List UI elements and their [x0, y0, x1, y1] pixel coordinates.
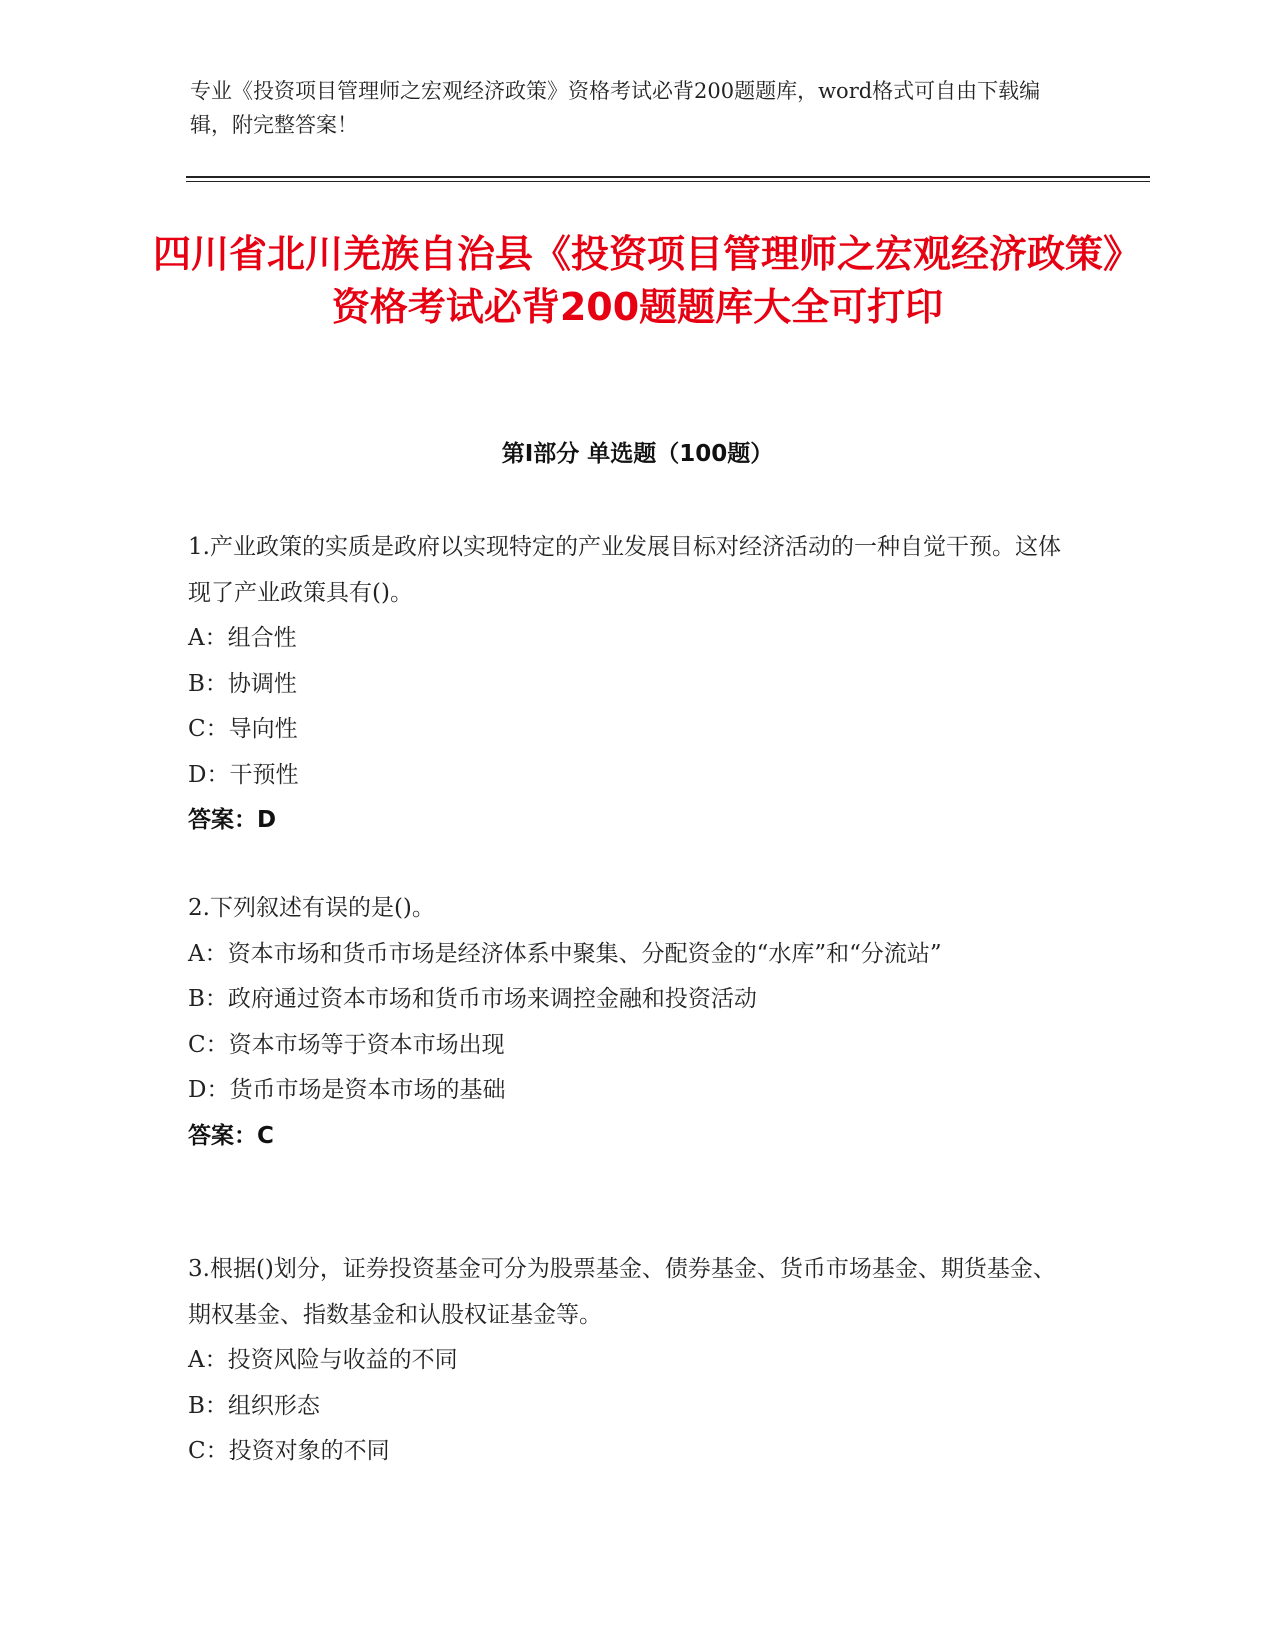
answer: 答案：C	[188, 1122, 274, 1149]
document-title: 四川省北川羌族自治县《投资项目管理师之宏观经济政策》资格考试必背200题题库大全可打印	[152, 232, 1122, 329]
option-b: B：政府通过资本市场和货币市场来调控金融和投资活动	[188, 986, 757, 1012]
option-a: A：组合性	[188, 625, 297, 651]
option-a: A：投资风险与收益的不同	[188, 1347, 458, 1373]
question-text: 2.下列叙述有误的是()。	[188, 895, 435, 921]
option-a: A：资本市场和货币市场是经济体系中聚集、分配资金的“水库”和“分流站”	[188, 940, 942, 967]
question-1	[188, 525, 1068, 844]
question-3	[188, 1247, 1068, 1475]
answer: 答案：D	[188, 807, 277, 833]
header-note: 专业《投资项目管理师之宏观经济政策》资格考试必背200题题库，word格式可自由下载编辑，附完整答案！	[190, 79, 1041, 137]
option-d: D：货币市场是资本市场的基础	[188, 1077, 506, 1103]
question-text: 1.产业政策的实质是政府以实现特定的产业发展目标对经济活动的一种自觉干预。这体现了产业政策具有()。	[188, 534, 1061, 606]
question-2	[188, 886, 1068, 1159]
header-rule-thin	[186, 181, 1150, 182]
section-heading: 第I部分 单选题（100题）	[501, 441, 774, 467]
header-rule-thick	[186, 176, 1150, 178]
option-b: B：组织形态	[188, 1392, 320, 1419]
option-c: C：投资对象的不同	[188, 1438, 390, 1464]
question-text: 3.根据()划分，证券投资基金可分为股票基金、债券基金、货币市场基金、期货基金、期权基金、指数基金和认股权证基金等。	[188, 1256, 1056, 1328]
option-c: C：资本市场等于资本市场出现	[188, 1031, 505, 1058]
option-c: C：导向性	[188, 716, 298, 742]
option-b: B：协调性	[188, 670, 297, 697]
option-d: D：干预性	[188, 761, 299, 788]
